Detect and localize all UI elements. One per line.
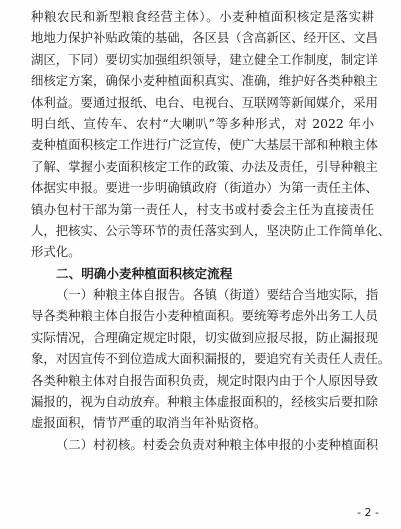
page-number: - 2 - [357,506,379,519]
paragraph-line: 地地力保护补贴政策的基础，各区县（含高新区、经开区、文昌 [31,30,378,46]
paragraph-line: 象，对因宣传不到位造成大面积漏报的，要追究有关责任人责任。 [31,351,391,367]
paragraph-line: 导各类种粮主体自报告小麦种植面积。要统筹考虑外出务工人员 [31,308,378,324]
paragraph-line: 各类种粮主体对自报告面积负责，规定时限内由于个人原因导致 [31,372,378,388]
paragraph-line: 镇办包村干部为第一责任人，村支书或村委会主任为直接责任 [31,201,374,217]
document-body [31,6,391,455]
paragraph-line: 湖区，下同）要切实加强组织领导，建立健全工作制度，制定详 [31,51,378,67]
paragraph-line: 漏报的，视为自动放弃。种粮主体虚报面积的，经核实后要扣除 [31,394,378,410]
paragraph-line: 体利益。要通过报纸、电台、电视台、互联网等新闻媒介，采用 [31,94,378,110]
paragraph-line: 实际情况，合理确定规定时限，切实做到应报尽报，防止漏报现 [31,329,378,345]
paragraph-line: 虚报面积，情节严重的取消当年补贴资格。 [31,415,267,431]
paragraph-line: 人，把核实、公示等环节的责任落实到人，坚决防止工作简单化、 [31,222,391,238]
paragraph-line: 麦种植面积核定工作进行广泛宣传，使广大基层干部和种粮主体 [31,137,378,153]
paragraph-line: （二）村初核。村委会负责对种粮主体申报的小麦种植面积 [56,436,379,452]
paragraph-line: 形式化。 [31,244,81,260]
section-heading: 二、明确小麦种植面积核定流程 [56,265,233,281]
paragraph-line: 体据实申报。要进一步明确镇政府（街道办）为第一责任主体、 [31,180,378,196]
paragraph-line: （一）种粮主体自报告。各镇（街道）要结合当地实际，指 [56,287,379,303]
paragraph-line: 了解、掌握小麦面积核定工作的政策、办法及责任，引导种粮主 [31,158,378,174]
paragraph-line: 细核定方案，确保小麦种植面积真实、准确，维护好各类种粮主 [31,73,378,89]
paragraph-line: 种粮农民和新型粮食经营主体）。小麦种植面积核定是落实耕 [31,9,374,24]
paragraph-line: 明白纸、宣传车、农村“大喇叭”等多种形式，对 2022 年小 [31,115,374,131]
